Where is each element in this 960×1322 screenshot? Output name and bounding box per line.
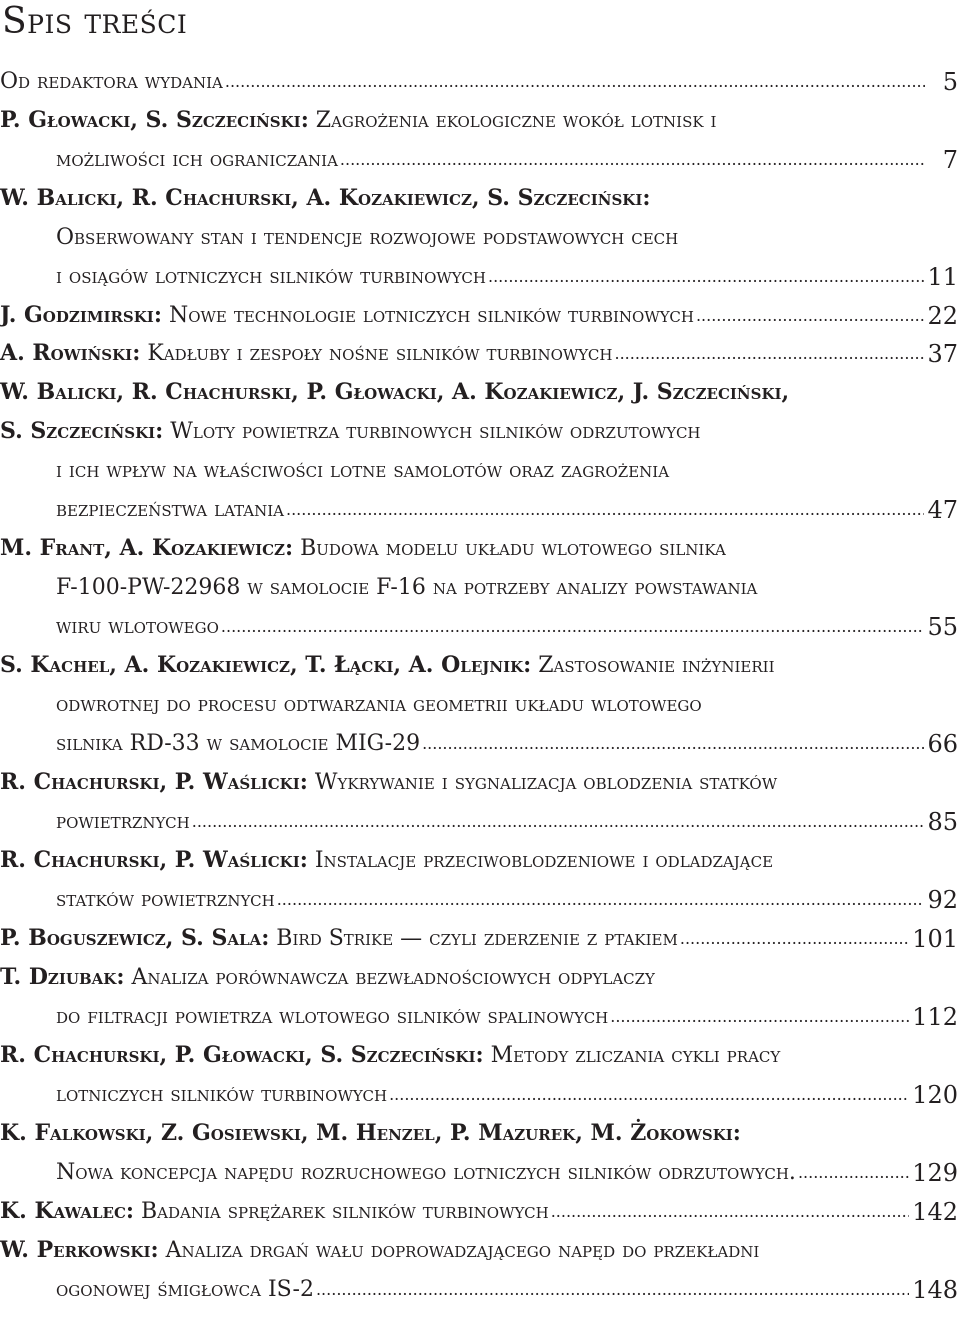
toc-entry-text	[0, 1159, 796, 1187]
toc-title: Nowa koncepcja napędu rozruchowego lotniczych silników odrzutowych.	[56, 1160, 796, 1185]
toc-title: możliwości ich ograniczania	[56, 147, 338, 172]
toc-entry-text	[0, 1197, 549, 1226]
dot-leader	[551, 1204, 909, 1220]
toc-entry-text	[0, 146, 338, 174]
toc-authors: W. Balicki, R. Chachurski, P. Głowacki, A. Kozakiewicz, J. Szczeciński,	[0, 379, 790, 405]
toc-entry-text	[0, 1081, 387, 1109]
toc-title: powietrznych	[56, 809, 190, 834]
toc-entry-text	[0, 768, 777, 797]
dot-leader	[680, 931, 909, 947]
toc-line	[0, 759, 960, 797]
toc-entry-text	[0, 613, 219, 641]
dot-leader	[286, 502, 924, 518]
toc-title: wiru wlotowego	[56, 614, 219, 639]
toc-line	[0, 993, 960, 1031]
toc-entry-text	[0, 846, 773, 875]
toc-title: Od redaktora wydania	[0, 69, 223, 94]
toc-entry-text	[0, 886, 275, 914]
toc-title: do filtracji powietrza wlotowego silników spalinowych	[56, 1004, 609, 1029]
toc-title: i osiągów lotniczych silników turbinowych	[56, 264, 486, 289]
dot-leader	[798, 1165, 909, 1181]
toc-entry-text	[0, 339, 612, 368]
toc-line	[0, 1110, 960, 1148]
toc-line	[0, 486, 960, 524]
toc-line	[0, 837, 960, 875]
toc-entry-text	[0, 417, 701, 446]
dot-leader	[614, 346, 924, 362]
toc-line	[0, 681, 960, 719]
toc-line	[0, 564, 960, 602]
toc-line	[0, 876, 960, 914]
toc-entry-text	[0, 68, 223, 96]
toc-entry-text	[0, 730, 420, 758]
toc-title: Zagrożenia ekologiczne wokół lotnisk i	[308, 108, 717, 133]
toc-entry-text	[0, 691, 702, 719]
toc-line	[0, 1032, 960, 1070]
dot-leader	[389, 1087, 909, 1103]
dot-leader	[277, 892, 925, 908]
toc-line	[0, 292, 960, 330]
toc-title: Instalacje przeciwoblodzeniowe i odladzające	[307, 848, 774, 873]
toc-entry-text	[0, 534, 726, 563]
page-number: 85	[927, 808, 958, 836]
toc-line	[0, 720, 960, 758]
dot-leader	[488, 269, 924, 285]
toc-line	[0, 447, 960, 485]
toc-authors: J. Godzimirski:	[0, 302, 162, 328]
toc-title: Wykrywanie i sygnalizacja oblodzenia statków	[307, 770, 778, 795]
toc-authors: R. Chachurski, P. Głowacki, S. Szczeciński:	[0, 1042, 484, 1068]
toc-entry-text	[0, 651, 775, 680]
toc-authors: W. Perkowski:	[0, 1237, 159, 1263]
dot-leader	[422, 736, 924, 752]
page-number: 22	[927, 302, 958, 330]
toc-line	[0, 1071, 960, 1109]
page-number: 148	[912, 1276, 958, 1304]
toc-authors: W. Balicki, R. Chachurski, A. Kozakiewicz, S. Szczeciński:	[0, 185, 651, 211]
page-number: 92	[927, 886, 958, 914]
page-number: 7	[942, 146, 958, 174]
toc-entry-text	[0, 224, 678, 252]
toc-line	[0, 525, 960, 563]
toc-authors: S. Kachel, A. Kozakiewicz, T. Łącki, A. Olejnik:	[0, 652, 532, 678]
toc-entry-text	[0, 457, 669, 485]
toc-entry-text	[0, 301, 694, 330]
toc-line	[0, 175, 960, 213]
toc-title: odwrotnej do procesu odtwarzania geometrii układu wlotowego	[56, 692, 702, 717]
toc-title: silnika RD-33 w samolocie MIG-29	[56, 731, 421, 756]
toc-line	[0, 1266, 960, 1304]
page-number: 11	[927, 263, 958, 291]
toc-line	[0, 253, 960, 291]
toc-entry-text	[0, 574, 757, 602]
toc-entry-text	[0, 1236, 759, 1265]
toc-line	[0, 642, 960, 680]
toc-title: Kadłuby i zespoły nośne silników turbinowych	[140, 341, 613, 366]
toc-line	[0, 1149, 960, 1187]
dot-leader	[316, 1282, 909, 1298]
toc-authors: K. Falkowski, Z. Gosiewski, M. Henzel, P. Mazurek, M. Żokowski:	[0, 1120, 741, 1146]
toc-authors: A. Rowiński:	[0, 340, 141, 366]
page-number: 142	[912, 1198, 958, 1226]
toc-entry-text	[0, 963, 655, 992]
dot-leader	[610, 1009, 909, 1025]
toc-entry-text	[0, 184, 650, 213]
toc-title: Bird Strike — czyli zderzenie z ptakiem	[269, 926, 678, 951]
toc-entry-text	[0, 106, 717, 135]
toc-entry-text	[0, 378, 789, 407]
toc-title: F-100-PW-22968 w samolocie F-16 na potrzeby analizy powstawania	[56, 575, 758, 600]
toc-entry-text	[0, 263, 486, 291]
toc-title: ogonowej śmigłowca IS-2	[56, 1277, 314, 1302]
dot-leader	[221, 619, 925, 635]
page-number: 37	[927, 340, 958, 368]
toc-title: Analiza porównawcza bezwładnościowych odpylaczy	[124, 965, 655, 990]
toc-authors: S. Szczeciński:	[0, 418, 164, 444]
toc-title: statków powietrznych	[56, 887, 275, 912]
toc-entry-text	[0, 496, 284, 524]
toc-line	[0, 369, 960, 407]
dot-leader	[340, 152, 925, 168]
toc-line	[0, 915, 960, 953]
toc-title: Obserwowany stan i tendencje rozwojowe podstawowych cech	[56, 225, 679, 250]
page-number: 55	[927, 613, 958, 641]
toc-entry-text	[0, 1119, 741, 1148]
toc-line	[0, 330, 960, 368]
toc-entry-text	[0, 1003, 608, 1031]
dot-leader	[225, 74, 925, 90]
toc-line	[0, 798, 960, 836]
toc-title: Zastosowanie inżynierii	[531, 653, 775, 678]
toc-title: lotniczych silników turbinowych	[56, 1082, 388, 1107]
toc-authors: T. Dziubak:	[0, 964, 125, 990]
page-number: 47	[927, 496, 958, 524]
toc-line	[0, 136, 960, 174]
toc-title: Wloty powietrza turbinowych silników odrzutowych	[163, 419, 701, 444]
toc-title: Nowe technologie lotniczych silników turbinowych	[161, 303, 694, 328]
toc-line	[0, 58, 960, 96]
page-title: Spis treści	[2, 1, 188, 42]
toc-entry-text	[0, 808, 190, 836]
toc-authors: R. Chachurski, P. Waślicki:	[0, 847, 308, 873]
toc-title: Budowa modelu układu wlotowego silnika	[293, 536, 726, 561]
toc-title: Badania sprężarek silników turbinowych	[134, 1199, 549, 1224]
toc-entry-text	[0, 1276, 314, 1304]
toc-line	[0, 954, 960, 992]
page-number: 101	[912, 925, 958, 953]
toc-line	[0, 214, 960, 252]
toc-entry-text	[0, 1041, 780, 1070]
toc-entry-text	[0, 924, 678, 953]
toc-authors: K. Kawalec:	[0, 1198, 135, 1224]
dot-leader	[696, 308, 925, 324]
toc-line	[0, 408, 960, 446]
page-number: 66	[927, 730, 958, 758]
toc-line	[0, 97, 960, 135]
toc-title: bezpieczeństwa latania	[56, 497, 284, 522]
toc-line	[0, 1188, 960, 1226]
toc-title: Metody zliczania cykli pracy	[483, 1043, 781, 1068]
page-number: 5	[942, 68, 958, 96]
toc-line	[0, 1227, 960, 1265]
toc-authors: P. Głowacki, S. Szczeciński:	[0, 107, 309, 133]
toc-authors: R. Chachurski, P. Waślicki:	[0, 769, 308, 795]
page-number: 120	[912, 1081, 958, 1109]
page-number: 112	[912, 1003, 958, 1031]
toc-line	[0, 603, 960, 641]
toc-authors: P. Boguszewicz, S. Sala:	[0, 925, 270, 951]
toc-authors: M. Frant, A. Kozakiewicz:	[0, 535, 294, 561]
dot-leader	[192, 814, 925, 830]
page-number: 129	[912, 1159, 958, 1187]
toc-title: Analiza drgań wału doprowadzającego napęd do przekładni	[158, 1238, 760, 1263]
toc-title: i ich wpływ na właściwości lotne samolotów oraz zagrożenia	[56, 458, 670, 483]
